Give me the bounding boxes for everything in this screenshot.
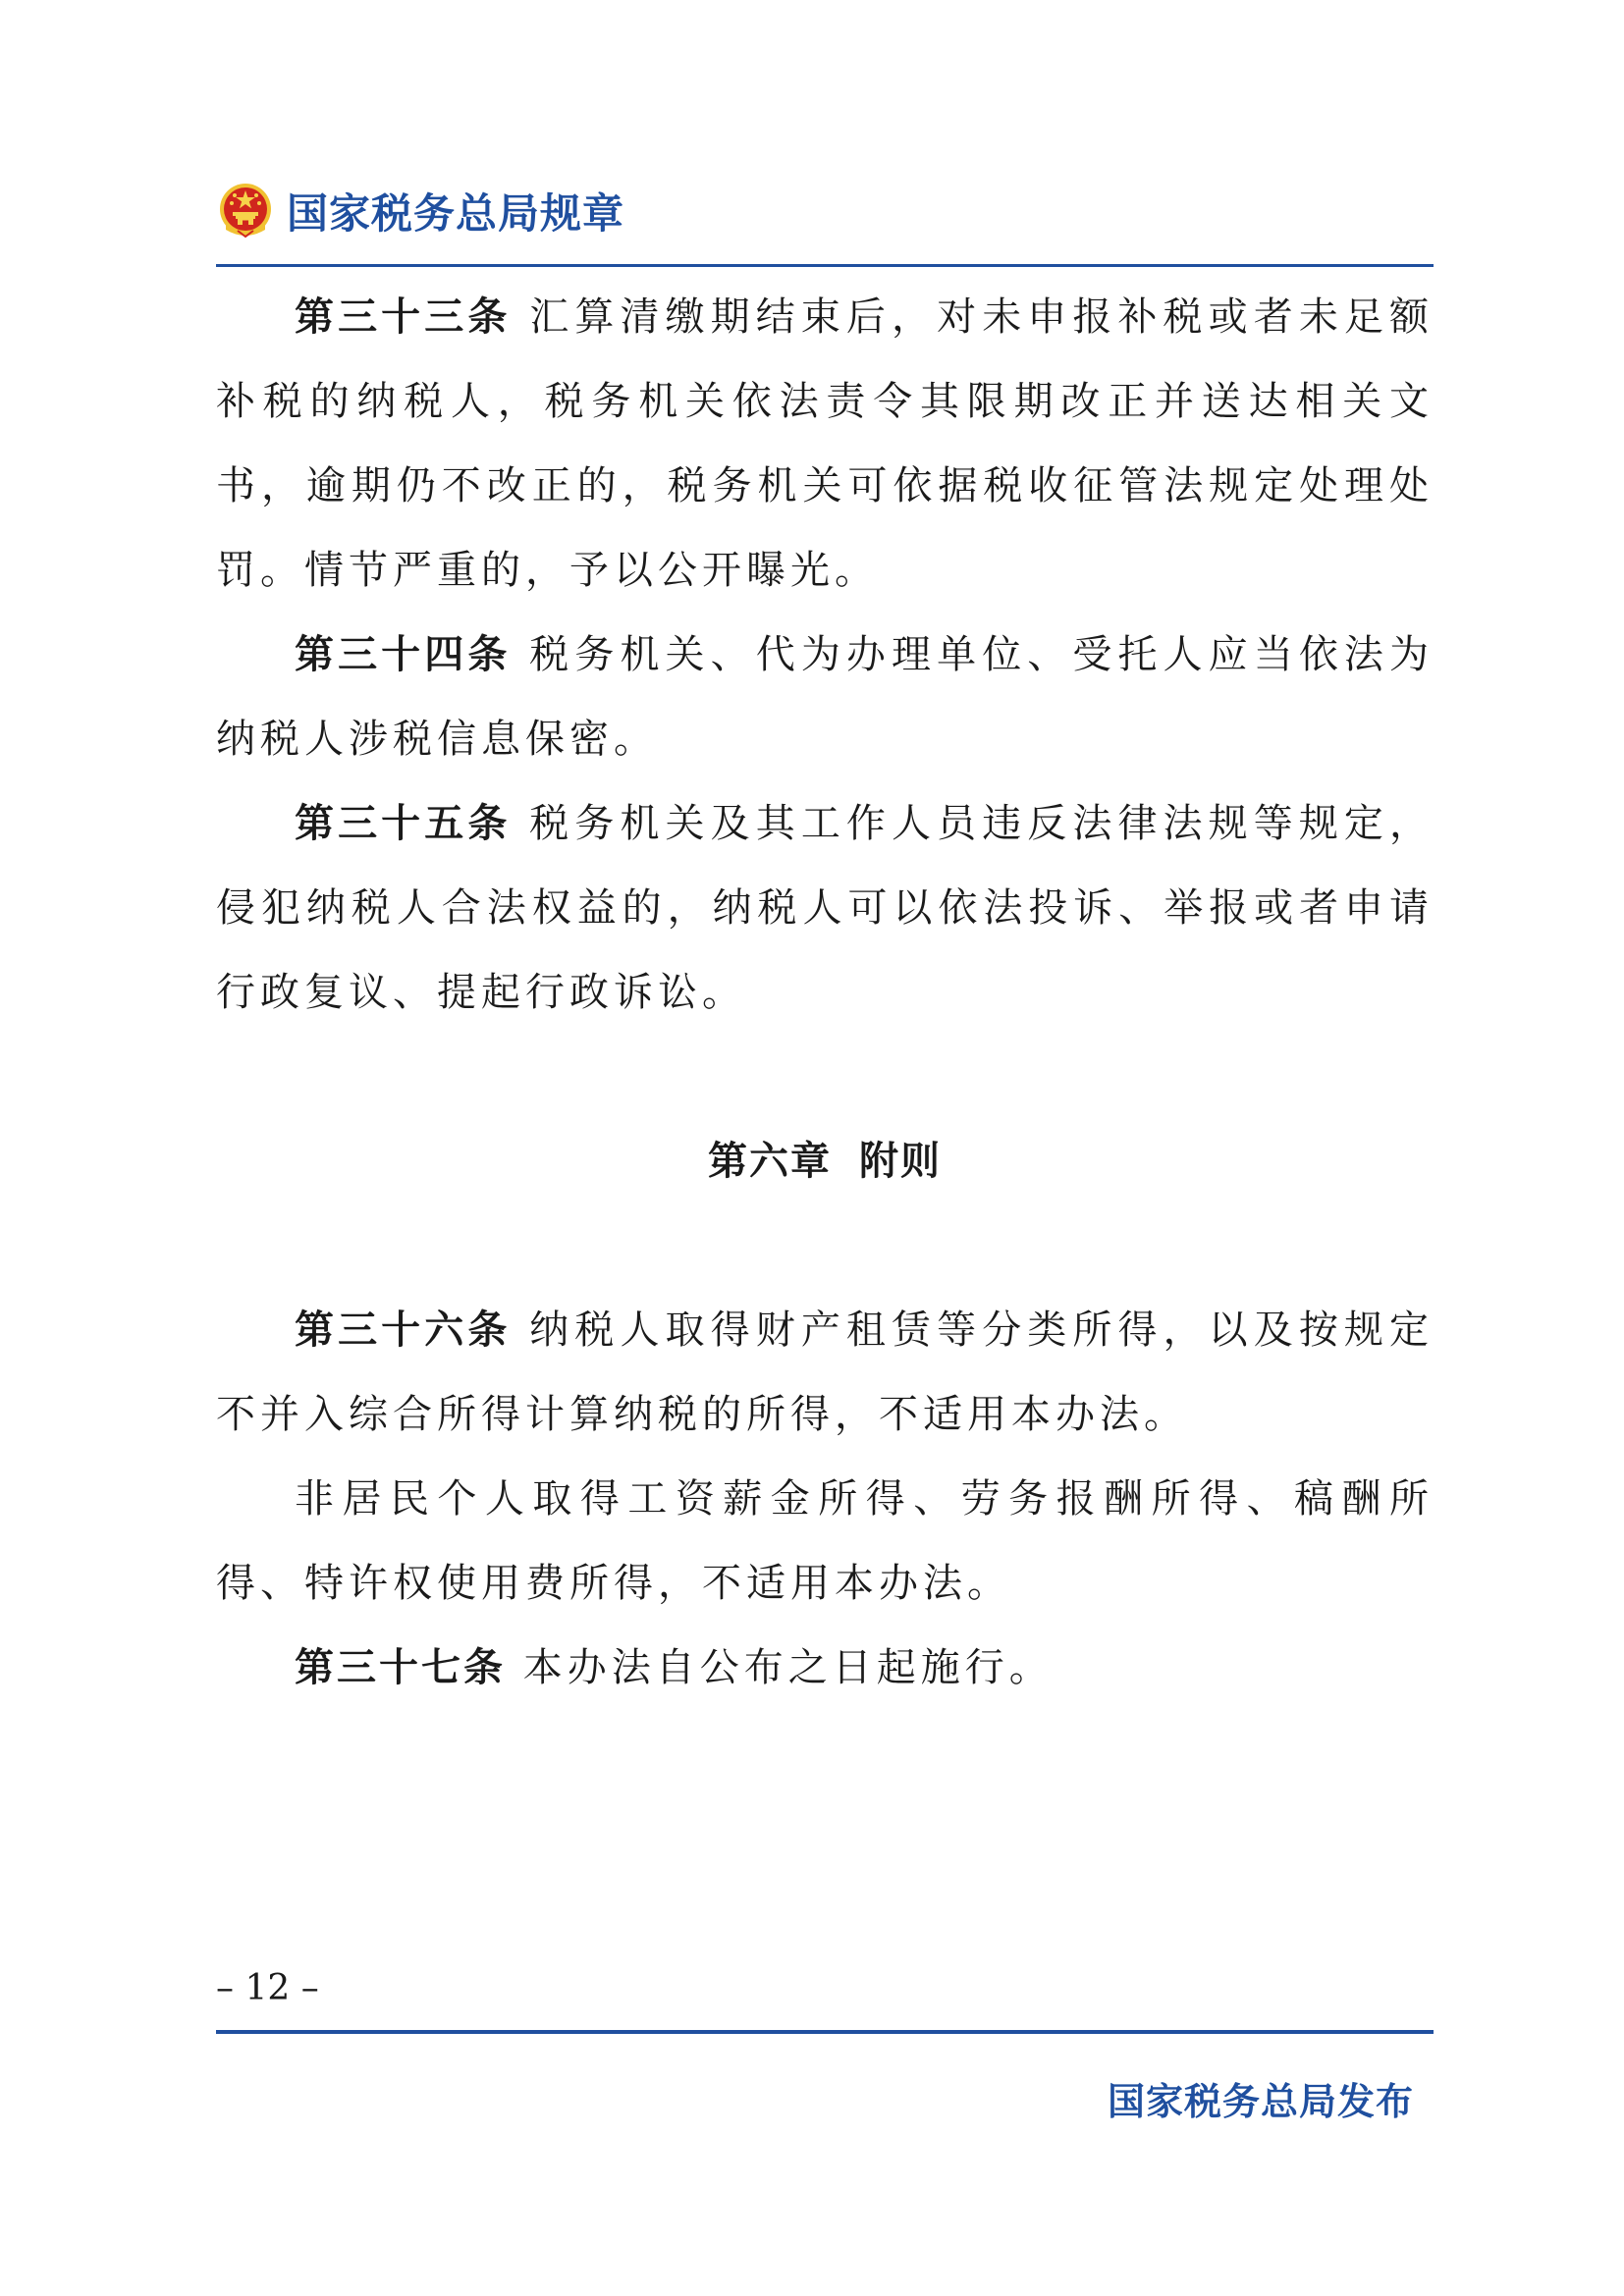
section-spacer [216,1035,1434,1119]
header-divider [216,264,1434,267]
footer-publisher: 国家税务总局发布 [1107,2080,1414,2123]
article-34 [216,613,1434,781]
article-text: 本办法自公布之日起施行。 [522,1645,1054,1690]
header-title: 国家税务总局规章 [287,189,625,238]
chapter-number: 第六章 [708,1139,832,1184]
national-emblem-icon [216,182,275,240]
article-label: 第三十三条 [295,294,512,340]
footer-divider [216,2030,1434,2034]
article-36-paragraph-2: 非居民个人取得工资薪金所得、劳务报酬所得、稿酬所得、特许权使用费所得，不适用本办法。 [216,1476,1434,1606]
article-text: 税务机关及其工作人员违反法律法规等规定，侵犯纳税人合法权益的，纳税人可以依法投诉、举报或者申请行政复议、提起行政诉讼。 [216,801,1435,1015]
article-text: 税务机关、代为办理单位、受托人应当依法为纳税人涉税信息保密。 [216,632,1435,762]
article-label: 第三十七条 [295,1645,506,1690]
document-body [216,275,1434,1710]
article-37 [216,1626,1434,1710]
article-33 [216,275,1434,613]
page-number: – 12 – [216,1968,319,2008]
page-header [216,172,624,250]
article-35 [216,781,1434,1035]
section-spacer [216,1203,1434,1288]
article-36 [216,1288,1434,1457]
chapter-heading [216,1119,1434,1203]
article-label: 第三十六条 [295,1308,512,1353]
article-label: 第三十四条 [295,632,512,677]
article-label: 第三十五条 [295,801,512,846]
article-text: 纳税人取得财产租赁等分类所得，以及按规定不并入综合所得计算纳税的所得，不适用本办法。 [216,1308,1435,1437]
article-text: 汇算清缴期结束后，对未申报补税或者未足额补税的纳税人，税务机关依法责令其限期改正并送达相关文书，逾期仍不改正的，税务机关可依据税收征管法规定处理处罚。情节严重的，予以公开曝光。 [216,294,1435,593]
chapter-name: 附则 [859,1139,942,1184]
